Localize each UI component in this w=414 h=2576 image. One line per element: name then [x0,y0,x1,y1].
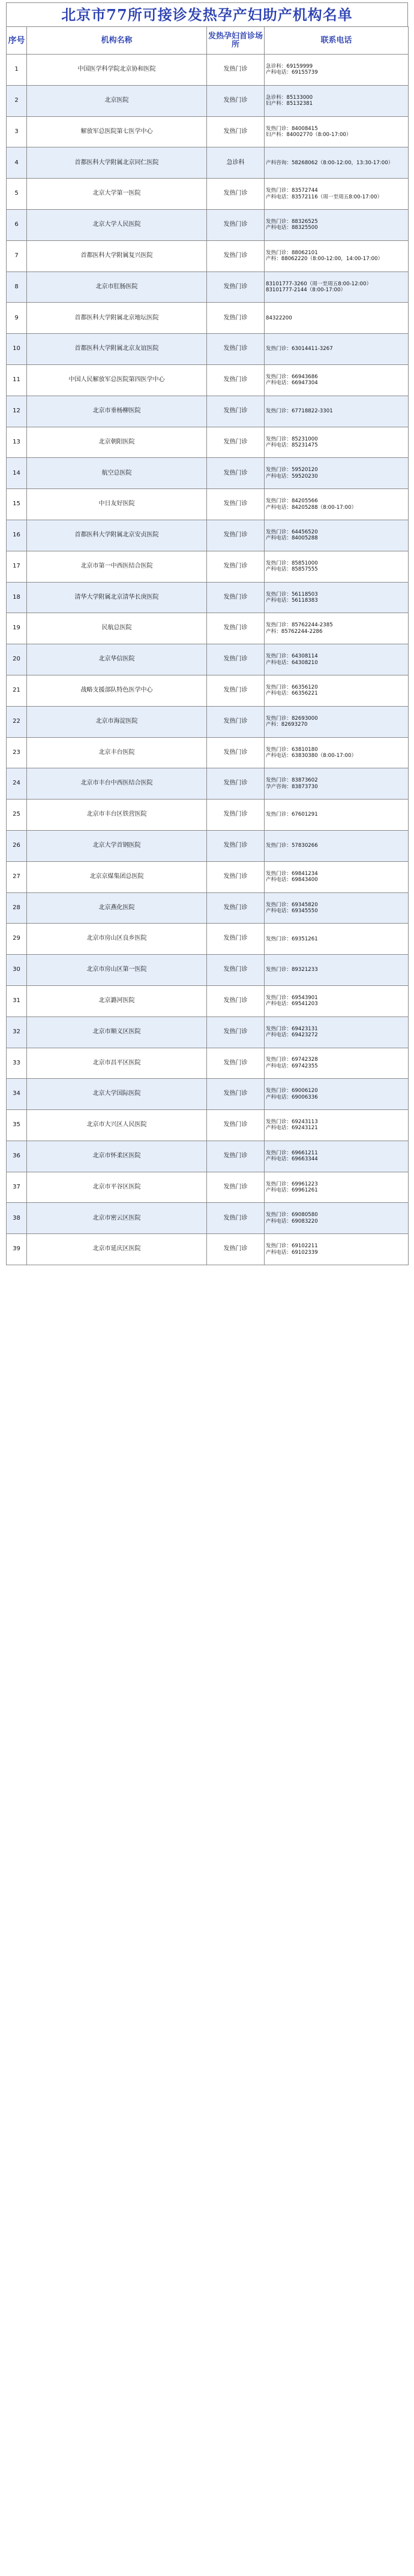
row-first-visit-place: 发热门诊 [207,1048,265,1079]
row-contact-phone: 发热门诊：84008415 妇产科：84002770（8:00-17:00） [265,116,409,147]
row-contact-phone: 发热门诊：82693000 产科：82693270 [265,706,409,737]
row-hospital-name: 北京医院 [27,85,207,116]
row-seq: 28 [7,892,27,924]
table-row [7,861,409,892]
row-first-visit-place: 发热门诊 [207,768,265,800]
row-first-visit-place: 发热门诊 [207,924,265,955]
table-row [7,1016,409,1048]
row-contact-phone: 发热门诊：89321233 [265,955,409,986]
row-seq: 12 [7,396,27,427]
row-first-visit-place: 发热门诊 [207,1016,265,1048]
row-seq: 8 [7,272,27,303]
row-seq: 11 [7,364,27,396]
row-first-visit-place: 急诊科 [207,147,265,179]
table-row [7,334,409,365]
row-seq: 17 [7,551,27,582]
table-header [7,27,409,55]
row-hospital-name: 中国医学科学院北京协和医院 [27,55,207,86]
row-seq: 2 [7,85,27,116]
table-row [7,55,409,86]
table-row [7,1141,409,1172]
row-contact-phone: 84322200 [265,303,409,334]
row-hospital-name: 北京丰台医院 [27,737,207,768]
row-hospital-name: 中日友好医院 [27,489,207,520]
row-contact-phone: 发热门诊：63810180 产科电话：63830380（8:00-17:00） [265,737,409,768]
row-seq: 14 [7,458,27,489]
row-first-visit-place: 发热门诊 [207,520,265,551]
row-first-visit-place: 发热门诊 [207,582,265,613]
row-seq: 16 [7,520,27,551]
row-contact-phone: 发热门诊：69102211 产科电话：69102339 [265,1234,409,1265]
row-hospital-name: 北京市丰台中西医结合医院 [27,768,207,800]
row-hospital-name: 首都医科大学附属北京安贞医院 [27,520,207,551]
row-seq: 38 [7,1203,27,1234]
row-seq: 39 [7,1234,27,1265]
row-hospital-name: 北京华信医院 [27,644,207,675]
row-seq: 37 [7,1172,27,1203]
row-first-visit-place: 发热门诊 [207,179,265,210]
row-first-visit-place: 发热门诊 [207,1172,265,1203]
row-first-visit-place: 发热门诊 [207,706,265,737]
row-hospital-name: 战略支援部队特色医学中心 [27,675,207,706]
table-row [7,892,409,924]
row-hospital-name: 首都医科大学附属复兴医院 [27,240,207,272]
row-hospital-name: 清华大学附属北京清华长庚医院 [27,582,207,613]
row-contact-phone: 发热门诊：69841234 产科电话：69843400 [265,861,409,892]
row-seq: 33 [7,1048,27,1079]
table-row [7,1203,409,1234]
row-first-visit-place: 发热门诊 [207,334,265,365]
row-first-visit-place: 发热门诊 [207,209,265,240]
row-hospital-name: 中国人民解放军总医院第四医学中心 [27,364,207,396]
row-hospital-name: 北京大学国际医院 [27,1079,207,1110]
row-first-visit-place: 发热门诊 [207,985,265,1016]
row-hospital-name: 北京市顺义区医院 [27,1016,207,1048]
row-contact-phone: 发热门诊：69543901 产科电话：69541203 [265,985,409,1016]
row-seq: 3 [7,116,27,147]
row-seq: 13 [7,427,27,458]
table-row [7,396,409,427]
row-contact-phone: 发热门诊：69351261 [265,924,409,955]
page-title: 北京市77所可接诊发热孕产妇助产机构名单 [6,2,408,26]
row-hospital-name: 北京市海淀医院 [27,706,207,737]
table-row [7,1172,409,1203]
row-first-visit-place: 发热门诊 [207,55,265,86]
row-first-visit-place: 发热门诊 [207,675,265,706]
row-seq: 22 [7,706,27,737]
row-hospital-name: 北京大学第一医院 [27,179,207,210]
table-row [7,209,409,240]
table-row [7,768,409,800]
row-contact-phone: 发热门诊：57830266 [265,830,409,861]
row-hospital-name: 北京京煤集团总医院 [27,861,207,892]
row-hospital-name: 北京市平谷区医院 [27,1172,207,1203]
row-seq: 20 [7,644,27,675]
row-contact-phone: 发热门诊：64308114 产科电话：64308210 [265,644,409,675]
row-first-visit-place: 发热门诊 [207,272,265,303]
header-name: 机构名称 [27,27,207,55]
row-seq: 9 [7,303,27,334]
row-first-visit-place: 发热门诊 [207,861,265,892]
row-first-visit-place: 发热门诊 [207,489,265,520]
row-seq: 31 [7,985,27,1016]
table-row [7,179,409,210]
row-seq: 7 [7,240,27,272]
row-first-visit-place: 发热门诊 [207,613,265,644]
row-first-visit-place: 发热门诊 [207,892,265,924]
row-hospital-name: 北京市第一中西医结合医院 [27,551,207,582]
table-row [7,1234,409,1265]
row-first-visit-place: 发热门诊 [207,955,265,986]
table-row [7,1110,409,1141]
row-contact-phone: 急诊科：85133000 妇产科：85132381 [265,85,409,116]
row-seq: 34 [7,1079,27,1110]
row-hospital-name: 北京市房山区第一医院 [27,955,207,986]
table-row [7,489,409,520]
row-hospital-name: 民航总医院 [27,613,207,644]
row-seq: 25 [7,800,27,831]
table-row [7,147,409,179]
row-contact-phone: 发热门诊：67718822-3301 [265,396,409,427]
row-first-visit-place: 发热门诊 [207,240,265,272]
table-row [7,85,409,116]
row-contact-phone: 发热门诊：66943686 产科电话：66947304 [265,364,409,396]
row-contact-phone: 发热门诊：69006120 产科电话：69006336 [265,1079,409,1110]
row-hospital-name: 北京朝阳医院 [27,427,207,458]
table-row [7,1048,409,1079]
table-row [7,613,409,644]
table-row [7,706,409,737]
row-first-visit-place: 发热门诊 [207,644,265,675]
row-contact-phone: 发热门诊：69345820 产科电话：69345550 [265,892,409,924]
row-seq: 24 [7,768,27,800]
row-contact-phone: 发热门诊：69423131 产科电话：69423272 [265,1016,409,1048]
row-seq: 15 [7,489,27,520]
table-row [7,644,409,675]
header-seq: 序号 [7,27,27,55]
row-first-visit-place: 发热门诊 [207,427,265,458]
row-seq: 32 [7,1016,27,1048]
table-row [7,830,409,861]
row-contact-phone: 发热门诊：66356120 产科电话：66356221 [265,675,409,706]
row-first-visit-place: 发热门诊 [207,85,265,116]
row-hospital-name: 北京市怀柔区医院 [27,1141,207,1172]
row-hospital-name: 北京潞河医院 [27,985,207,1016]
row-hospital-name: 首都医科大学附属北京地坛医院 [27,303,207,334]
table-row [7,427,409,458]
row-contact-phone: 发热门诊：85231000 产科电话：85231475 [265,427,409,458]
row-hospital-name: 首都医科大学附属北京友谊医院 [27,334,207,365]
row-hospital-name: 北京大学人民医院 [27,209,207,240]
table-row [7,272,409,303]
row-contact-phone: 发热门诊：83572744 产科电话：83572116（周一至周五8:00-17:00） [265,179,409,210]
row-seq: 36 [7,1141,27,1172]
row-seq: 30 [7,955,27,986]
row-hospital-name: 北京市垂杨柳医院 [27,396,207,427]
header-phone: 联系电话 [265,27,409,55]
row-seq: 19 [7,613,27,644]
table-row [7,737,409,768]
table-row [7,675,409,706]
table-row [7,955,409,986]
row-contact-phone: 发热门诊：88062101 产科：88062220（8:00-12:00，14:00-17:00） [265,240,409,272]
row-contact-phone: 发热门诊：69661211 产科电话：69663344 [265,1141,409,1172]
row-contact-phone: 发热门诊：59520120 产科电话：59520230 [265,458,409,489]
table-row [7,520,409,551]
row-seq: 5 [7,179,27,210]
row-contact-phone: 发热门诊：69961223 产科电话：69961261 [265,1172,409,1203]
row-hospital-name: 首都医科大学附属北京同仁医院 [27,147,207,179]
row-first-visit-place: 发热门诊 [207,800,265,831]
row-hospital-name: 北京大学首钢医院 [27,830,207,861]
row-hospital-name: 解放军总医院第七医学中心 [27,116,207,147]
row-hospital-name: 北京市密云区医院 [27,1203,207,1234]
table-row [7,116,409,147]
row-contact-phone: 发热门诊：85762244-2385 产科：85762244-2286 [265,613,409,644]
table-row [7,458,409,489]
row-contact-phone: 发热门诊：84205566 产科电话：84205288（8:00-17:00） [265,489,409,520]
row-seq: 4 [7,147,27,179]
row-hospital-name: 北京市昌平区医院 [27,1048,207,1079]
row-hospital-name: 北京市房山区良乡医院 [27,924,207,955]
table-row [7,1079,409,1110]
row-hospital-name: 北京市大兴区人民医院 [27,1110,207,1141]
row-seq: 10 [7,334,27,365]
row-seq: 21 [7,675,27,706]
row-seq: 6 [7,209,27,240]
table-row [7,582,409,613]
row-hospital-name: 北京市延庆区医院 [27,1234,207,1265]
row-contact-phone: 产科咨询：58268062（8:00-12:00，13:30-17:00） [265,147,409,179]
table-row [7,364,409,396]
row-contact-phone: 发热门诊：64456520 产科电话：84005288 [265,520,409,551]
table-row [7,985,409,1016]
row-seq: 27 [7,861,27,892]
row-first-visit-place: 发热门诊 [207,1079,265,1110]
row-first-visit-place: 发热门诊 [207,830,265,861]
row-first-visit-place: 发热门诊 [207,396,265,427]
row-contact-phone: 发热门诊：69742328 产科电话：69742355 [265,1048,409,1079]
table-row [7,303,409,334]
hospital-table [6,26,409,1265]
row-contact-phone: 发热门诊：56118503 产科电话：56118383 [265,582,409,613]
row-first-visit-place: 发热门诊 [207,737,265,768]
row-contact-phone: 急诊科：69159999 产科电话：69155739 [265,55,409,86]
row-first-visit-place: 发热门诊 [207,551,265,582]
row-contact-phone: 发热门诊：83873602 孕产咨询：83873730 [265,768,409,800]
row-first-visit-place: 发热门诊 [207,1234,265,1265]
row-hospital-name: 航空总医院 [27,458,207,489]
row-first-visit-place: 发热门诊 [207,116,265,147]
row-seq: 26 [7,830,27,861]
row-first-visit-place: 发热门诊 [207,1203,265,1234]
row-contact-phone: 发热门诊：69243113 产科电话：69243121 [265,1110,409,1141]
row-first-visit-place: 发热门诊 [207,1110,265,1141]
row-contact-phone: 发热门诊：63014411-3267 [265,334,409,365]
table-row [7,240,409,272]
row-seq: 35 [7,1110,27,1141]
row-seq: 29 [7,924,27,955]
table-row [7,800,409,831]
table-row [7,551,409,582]
row-first-visit-place: 发热门诊 [207,303,265,334]
header-place: 发热孕妇首诊场所 [207,27,265,55]
row-contact-phone: 发热门诊：85851000 产科电话：85857555 [265,551,409,582]
row-first-visit-place: 发热门诊 [207,364,265,396]
row-contact-phone: 发热门诊：88326525 产科电话：88325500 [265,209,409,240]
row-hospital-name: 北京燕化医院 [27,892,207,924]
row-seq: 23 [7,737,27,768]
row-hospital-name: 北京市丰台区铁营医院 [27,800,207,831]
header-row [7,27,409,55]
row-first-visit-place: 发热门诊 [207,458,265,489]
table-body [7,55,409,1265]
row-seq: 18 [7,582,27,613]
row-contact-phone: 发热门诊：67601291 [265,800,409,831]
table-row [7,924,409,955]
row-hospital-name: 北京市肛肠医院 [27,272,207,303]
row-first-visit-place: 发热门诊 [207,1141,265,1172]
row-contact-phone: 83101777-3260（周一至周五8:00-12:00） 83101777-2144（8:00-17:00） [265,272,409,303]
row-seq: 1 [7,55,27,86]
row-contact-phone: 发热门诊：69080580 产科电话：69083220 [265,1203,409,1234]
